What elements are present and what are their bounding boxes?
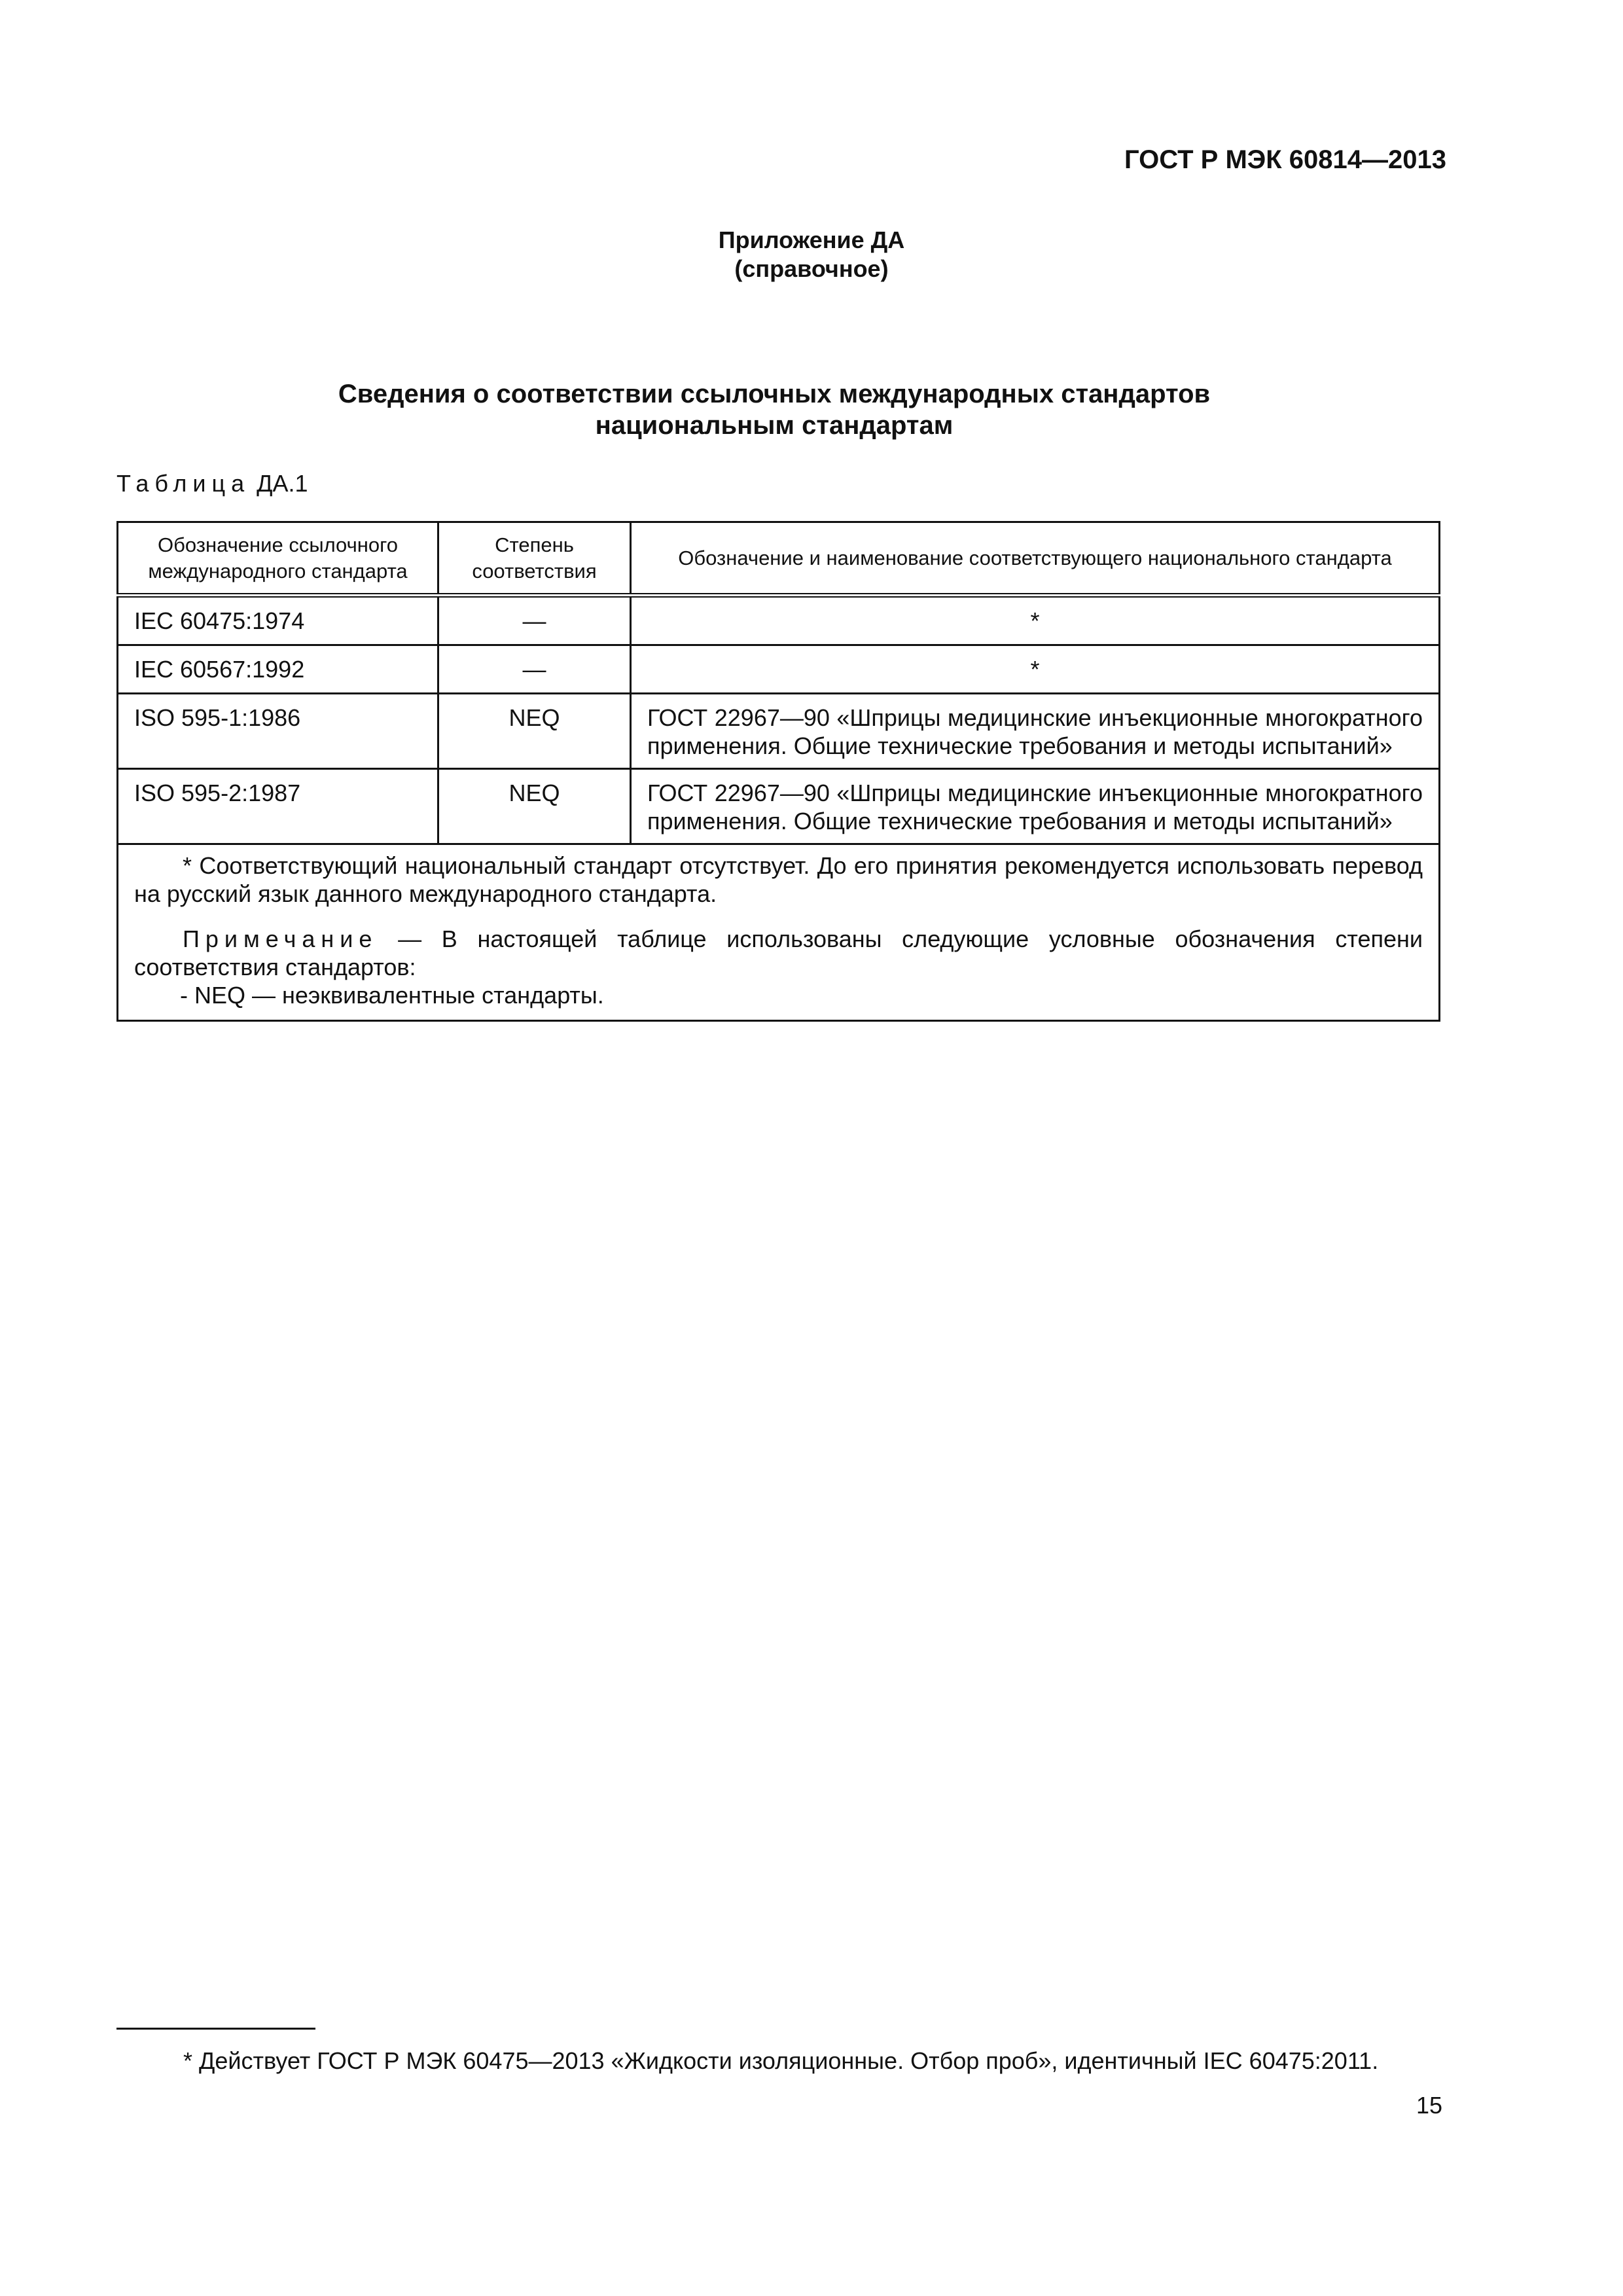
table-caption-word: Таблица [116,470,251,497]
table-row [118,645,1440,694]
cell-reference: IEC 60475:1974 [118,596,438,645]
section-heading-line-2: национальным стандартам [595,411,954,440]
cell-reference: ISO 595-2:1987 [118,769,438,844]
table-note [134,925,1423,981]
table-footer-row [118,844,1440,1021]
footnote-divider [116,2028,315,2030]
cell-national: * [631,645,1440,694]
table-footnote: * Соответствующий национальный стандарт отсутствует. До его принятия рекомендуется использовать перевод на русский язык данного международного стандарта. [134,852,1423,907]
cell-national: ГОСТ 22967—90 «Шприцы медицинские инъекционные многократного применения. Общие технические требования и методы испытаний» [631,694,1440,769]
table-notes-cell [118,844,1440,1021]
cell-national: * [631,596,1440,645]
cell-degree: — [438,645,631,694]
table-caption [116,470,308,497]
appendix-title: Приложение ДА [718,226,905,253]
table-header-row [118,522,1440,596]
cell-reference: ISO 595-1:1986 [118,694,438,769]
cell-degree: — [438,596,631,645]
section-heading-line-1: Сведения о соответствии ссылочных международных стандартов [338,380,1211,408]
column-header-degree: Степень соответствия [438,522,631,596]
cell-reference: IEC 60567:1992 [118,645,438,694]
cell-degree: NEQ [438,769,631,844]
section-heading [0,378,1548,441]
table-note-label: Примечание [183,925,378,952]
cell-national: ГОСТ 22967—90 «Шприцы медицинские инъекционные многократного применения. Общие технические требования и методы испытаний» [631,769,1440,844]
cell-degree: NEQ [438,694,631,769]
table-note-item: - NEQ — неэквивалентные стандарты. [180,982,604,1009]
appendix-title-block [0,226,1623,283]
table-row [118,769,1440,844]
correspondence-table [116,521,1440,1022]
page-number: 15 [1416,2092,1442,2119]
document-code: ГОСТ Р МЭК 60814—2013 [1124,145,1446,174]
table-note-text: — В настоящей таблице использованы следующие условные обозначения степени соответствия стандартов: [134,925,1423,980]
column-header-national: Обозначение и наименование соответствующего национального стандарта [631,522,1440,596]
column-header-reference: Обозначение ссылочного международного стандарта [118,522,438,596]
page-footnote: * Действует ГОСТ Р МЭК 60475—2013 «Жидкости изоляционные. Отбор проб», идентичный IEC 60475:2011. [183,2047,1379,2074]
table-caption-number: ДА.1 [250,470,308,497]
appendix-subtitle: (справочное) [734,255,889,282]
table-row [118,596,1440,645]
table-row [118,694,1440,769]
